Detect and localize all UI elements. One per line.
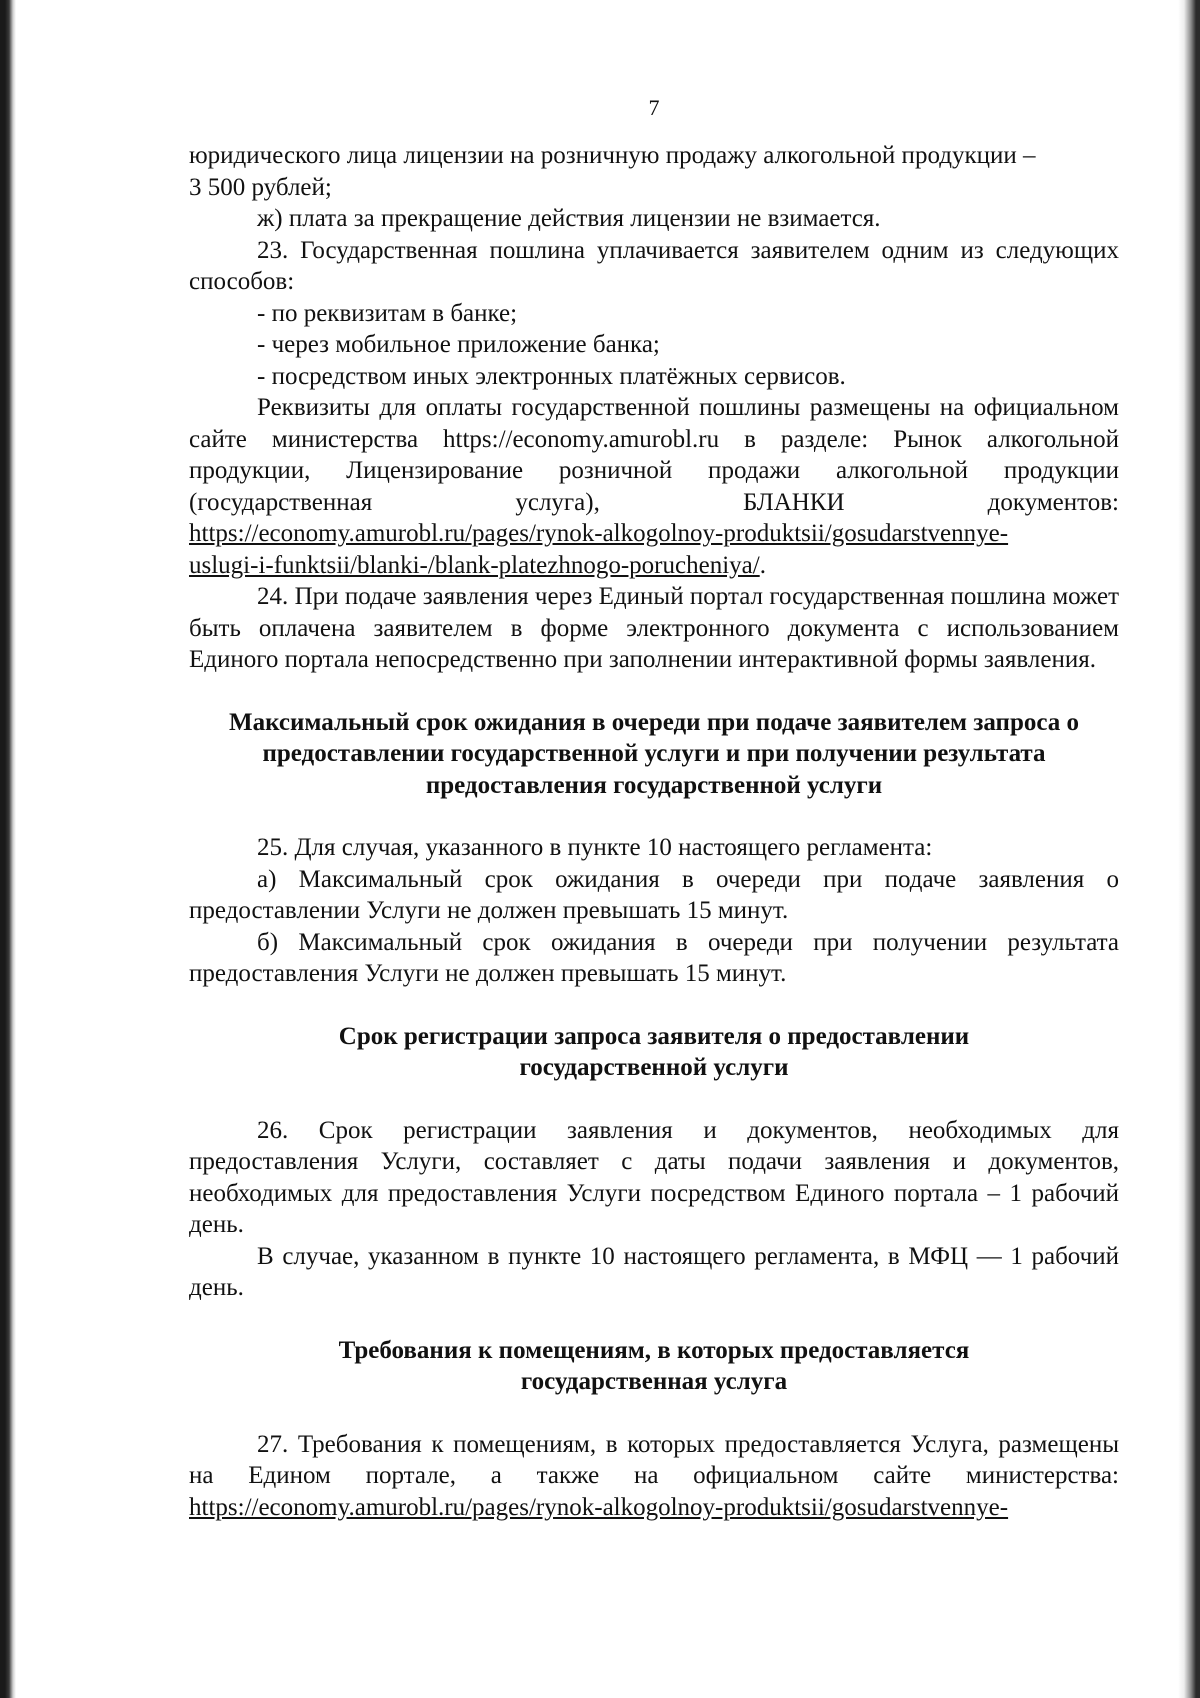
- paragraph-requisites: [189, 392, 1119, 581]
- heading-premises-requirements-line2: государственная услуга: [520, 1368, 788, 1395]
- premises-link[interactable]: https://economy.amurobl.ru/pages/rynok-alkogolnoy-produktsii/gosudarstvennye-: [189, 1493, 1009, 1521]
- paragraph-26: 26. Срок регистрации заявления и документов, необходимых для предоставления Услуги, составляет с даты подачи заявления и документов, необходимых для предоставления Услуги посредством Единого портала – 1 рабочий день.: [189, 1116, 1119, 1238]
- list-item-bank: - по реквизитам в банке;: [257, 299, 518, 327]
- paragraph-license-fee: [189, 140, 1119, 203]
- paragraph-24: 24. При подаче заявления через Единый портал государственная пошлина может быть оплачена заявителем в форме электронного документа с использованием Единого портала непосредственно при заполнении интерактивной формы заявления.: [189, 583, 1119, 673]
- paragraph-25b: б) Максимальный срок ожидания в очереди при получении результата предоставления Услуги не должен превышать 15 минут.: [189, 928, 1119, 987]
- heading-queue-time-line1: Максимальный срок ожидания в очереди при подаче заявителем запроса о: [228, 708, 1079, 736]
- spacer: [189, 676, 1119, 707]
- heading-registration-time: [189, 1021, 1119, 1084]
- list-item-e-payment: - посредством иных электронных платёжных сервисов.: [257, 362, 846, 390]
- heading-queue-time-line3: предоставления государственной услуги: [425, 771, 883, 799]
- heading-queue-time-line2: предоставлении государственной услуги и при получении результата: [262, 740, 1046, 767]
- paragraph-license-fee-line2: 3 500 рублей;: [189, 173, 332, 201]
- paragraph-25: 25. Для случая, указанного в пункте 10 настоящего регламента:: [257, 834, 933, 861]
- paragraph-mfc: В случае, указанном в пункте 10 настоящего регламента, в МФЦ — 1 рабочий день.: [189, 1242, 1119, 1301]
- heading-queue-time: [189, 707, 1119, 802]
- requisites-link-part1[interactable]: https://economy.amurobl.ru/pages/rynok-alkogolnoy-produktsii/gosudarstvennye-: [189, 520, 1009, 547]
- heading-premises-requirements-line1: Требования к помещениям, в которых предоставляется: [338, 1336, 970, 1364]
- heading-premises-requirements: [189, 1335, 1119, 1398]
- spacer: [189, 1398, 1119, 1429]
- scan-left-edge: [0, 0, 16, 1698]
- spacer: [189, 1304, 1119, 1335]
- scan-right-edge: [1178, 0, 1200, 1698]
- list-item-mobile-app: - через мобильное приложение банка;: [257, 331, 660, 358]
- paragraph-requisites-text: Реквизиты для оплаты государственной пошлины размещены на официальном сайте министерства https://economy.amurobl.ru в разделе: Рынок алкогольной продукции, Лицензирование розничной продажи алкогольной продукции (государственная услуга), БЛАНКИ документов:: [189, 394, 1119, 516]
- paragraph-license-fee-line1: юридического лица лицензии на розничную продажу алкогольной продукции –: [189, 142, 1036, 169]
- document-page: [189, 96, 1119, 1523]
- heading-registration-time-line2: государственной услуги: [519, 1054, 789, 1081]
- paragraph-termination-fee: ж) плата за прекращение действия лицензии не взимается.: [257, 205, 881, 232]
- spacer: [189, 1084, 1119, 1115]
- page-number: 7: [648, 95, 660, 120]
- paragraph-25a: а) Максимальный срок ожидания в очереди при подаче заявления о предоставлении Услуги не должен превышать 15 минут.: [189, 865, 1119, 924]
- paragraph-27: [189, 1429, 1119, 1524]
- paragraph-27-text: 27. Требования к помещениям, в которых предоставляется Услуга, размещены на Едином портале, а также на официальном сайте министерства:: [189, 1430, 1119, 1489]
- heading-registration-time-line1: Срок регистрации запроса заявителя о предоставлении: [338, 1022, 970, 1050]
- spacer: [189, 990, 1119, 1021]
- paragraph-23: 23. Государственная пошлина уплачивается заявителем одним из следующих способов:: [189, 236, 1119, 295]
- requisites-link-part2[interactable]: uslugi-i-funktsii/blanki-/blank-platezhnogo-porucheniya/: [189, 551, 760, 579]
- requisites-end: .: [759, 551, 766, 579]
- spacer: [189, 801, 1119, 832]
